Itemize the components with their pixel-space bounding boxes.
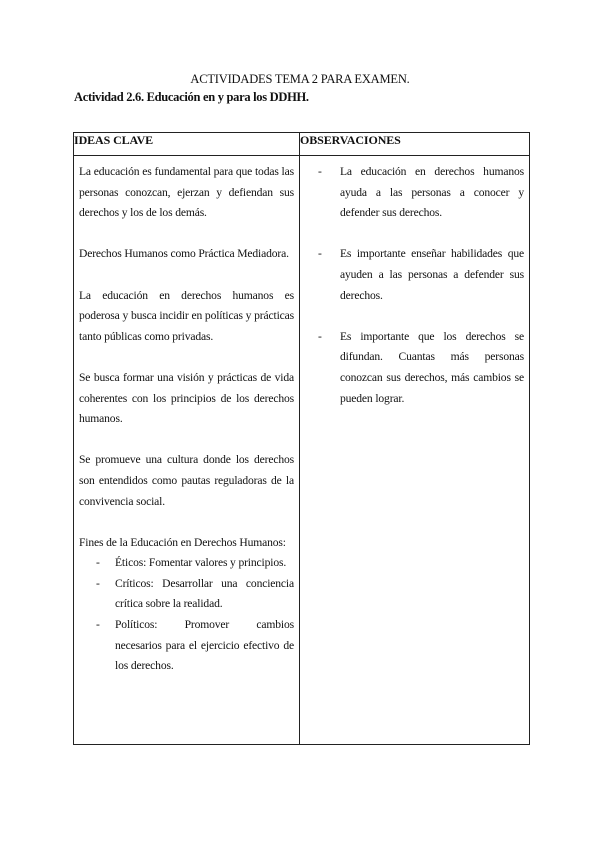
fines-heading: Fines de la Educación en Derechos Humanos: xyxy=(79,535,286,549)
bullet-dash: - xyxy=(96,618,100,632)
list-item xyxy=(318,327,524,409)
activity-subtitle: Actividad 2.6. Educación en y para los DDHH. xyxy=(74,90,309,104)
idea-paragraph: La educación es fundamental para que todas las personas conozcan, ejerzan y defiendan sus derechos y los de los demás. xyxy=(79,165,294,220)
ideas-observaciones-table xyxy=(73,132,530,745)
list-item xyxy=(318,162,524,224)
idea-paragraph: La educación en derechos humanos es poderosa y busca incidir en políticas y prácticas tanto públicas como privadas. xyxy=(79,288,294,343)
fin-text: Políticos: Promover cambios necesarios para el ejercicio efectivo de los derechos. xyxy=(115,618,294,673)
observacion-text: La educación en derechos humanos ayuda a las personas a conocer y defender sus derechos. xyxy=(340,165,524,220)
table-header-row xyxy=(74,133,530,156)
document-title: ACTIVIDADES TEMA 2 PARA EXAMEN. xyxy=(190,72,410,86)
fin-text: Éticos: Fomentar valores y principios. xyxy=(115,556,287,570)
list-item xyxy=(79,615,294,677)
bullet-dash: - xyxy=(318,329,322,343)
fin-text: Críticos: Desarrollar una conciencia crítica sobre la realidad. xyxy=(115,576,294,611)
ideas-clave-cell xyxy=(74,156,300,745)
fines-list xyxy=(79,553,294,677)
table-body-row xyxy=(74,156,530,745)
bullet-dash: - xyxy=(318,247,322,261)
idea-paragraph: Se busca formar una visión y prácticas de vida coherentes con los principios de los derechos humanos. xyxy=(79,370,294,426)
header-observaciones: OBSERVACIONES xyxy=(300,133,530,156)
observacion-text: Es importante que los derechos se difundan. Cuantas más personas conozcan sus derechos, más cambios se pueden lograr. xyxy=(340,329,524,405)
header-ideas-clave: IDEAS CLAVE xyxy=(74,133,300,156)
observaciones-cell xyxy=(300,156,530,745)
bullet-dash: - xyxy=(96,556,100,570)
observacion-text: Es importante enseñar habilidades que ayuden a las personas a defender sus derechos. xyxy=(340,247,524,302)
idea-paragraph: Se promueve una cultura donde los derechos son entendidos como pautas reguladoras de la convivencia social. xyxy=(79,453,294,508)
bullet-dash: - xyxy=(96,576,100,590)
list-item xyxy=(79,574,294,615)
list-item xyxy=(79,553,294,574)
list-item xyxy=(318,244,524,306)
idea-paragraph: Derechos Humanos como Práctica Mediadora. xyxy=(79,247,289,261)
bullet-dash: - xyxy=(318,165,322,178)
